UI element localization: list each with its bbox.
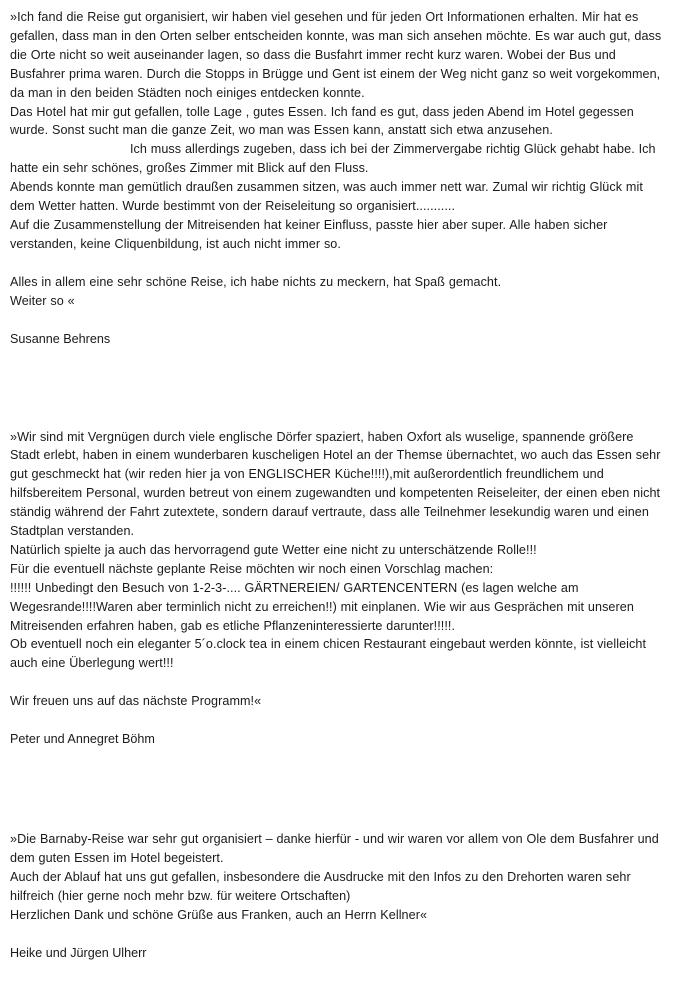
paragraph: !!!!!! Unbedingt den Besuch von 1-2-3-.... GÄRTNEREIEN/ GARTENCENTERN (es lagen welche am Wegesrande!!!!Waren aber terminlich nicht zu erreichen!!) mit einplanen. Wie wir aus Gesprächen mit unseren Mitreisenden erfahren haben, gab es etliche Pflanzeninteressierte darunter!!!!!. (10, 580, 634, 633)
paragraph: Weiter so « (10, 293, 75, 308)
signature-spacer (10, 311, 663, 330)
paragraph: Für die eventuell nächste geplante Reise möchten wir noch einen Vorschlag machen: (10, 561, 494, 576)
paragraph: Herzlichen Dank und schöne Grüße aus Franken, auch an Herrn Kellner« (10, 907, 428, 922)
signature: Peter und Annegret Böhm (10, 732, 155, 747)
testimonial-behrens (10, 8, 663, 349)
paragraph: Natürlich spielte ja auch das hervorragend gute Wetter eine nicht zu unterschätzende Rolle!!! (10, 542, 537, 557)
section-spacer (10, 409, 663, 428)
paragraph: »Die Barnaby-Reise war sehr gut organisiert – danke hierfür - und wir waren vor allem von Ole dem Busfahrer und dem guten Essen im Hotel begeistert. (10, 832, 659, 865)
signature: Heike und Jürgen Ulherr (10, 945, 147, 960)
paragraph: Alles in allem eine sehr schöne Reise, ich habe nichts zu meckern, hat Spaß gemacht. (10, 274, 502, 289)
paragraph-spacer (10, 254, 663, 273)
section-spacer (10, 349, 663, 409)
paragraph: »Ich fand die Reise gut organisiert, wir haben viel gesehen und für jeden Ort Informationen erhalten. Mir hat es gefallen, dass man in den Orten selber entscheiden konnte, was man sich ansehen möchte. Es war auch gut, dass die Orte nicht so weit auseinander lagen, so dass die Busfahrt immer recht kurz waren. Wobei der Bus und Busfahrer prima waren. Durch die Stopps in Brügge und Gent ist einem der Weg nicht ganz so weit vorgekommen, da man in den beiden Städten noch einiges entdecken konnte. (10, 10, 662, 100)
paragraph-indented (10, 140, 663, 178)
signature-spacer (10, 711, 663, 730)
signature: Susanne Behrens (10, 331, 111, 346)
paragraph-text: Ich muss allerdings zugeben, dass ich bei der Zimmervergabe richtig Glück gehabt habe. Ich hatte ein sehr schönes, großes Zimmer mit Blick auf den Fluss. (10, 142, 656, 176)
paragraph: Das Hotel hat mir gut gefallen, tolle Lage , gutes Essen. Ich fand es gut, dass jeden Abend im Hotel gegessen wurde. Sonst sucht man die ganze Zeit, wo man was Essen kann, anstatt sich etwa anzusehen. (10, 104, 634, 138)
paragraph: »Wir sind mit Vergnügen durch viele englische Dörfer spaziert, haben Oxfort als wuselige, spannende größere Stadt erlebt, haben in einem wunderbaren kuscheligen Hotel an der Themse übernachtet, wo auch das Essen sehr gut geschmeckt hat (wir reden hier ja von ENGLISCHER Küche!!!!),mit außerordentlich freundlichem und hilfsbereitem Personal, wurden betreut von einem zugewandten und kompetenten Reiseleiter, der einen eben nicht ständig während der Fahrt zutextete, sondern darauf vertraute, dass alle Teilnehmer lesekundig waren und einen Stadtplan verstanden. (10, 429, 661, 539)
paragraph: Ob eventuell noch ein eleganter 5´o.clock tea in einem chicen Restaurant eingebaut werden könnte, ist vielleicht auch eine Überlegung wert!!! (10, 637, 647, 671)
section-spacer (10, 749, 663, 811)
paragraph: Auch der Ablauf hat uns gut gefallen, insbesondere die Ausdrucke mit den Infos zu den Drehorten waren sehr hilfreich (hier gerne noch mehr bzw. für weitere Ortschaften) (10, 869, 631, 903)
signature-spacer (10, 925, 663, 944)
section-spacer (10, 811, 663, 830)
paragraph: Abends konnte man gemütlich draußen zusammen sitzen, was auch immer nett war. Zumal wir richtig Glück mit dem Wetter hatten. Wurde bestimmt von der Reiseleitung so organisiert........... (10, 180, 643, 214)
paragraph: Auf die Zusammenstellung der Mitreisenden hat keiner Einfluss, passte hier aber super. Alle haben sicher verstanden, keine Cliquenbildung, ist auch nicht immer so. (10, 217, 608, 251)
paragraph: Wir freuen uns auf das nächste Programm!« (10, 694, 262, 709)
paragraph-spacer (10, 673, 663, 692)
testimonial-boehm (10, 428, 663, 750)
testimonial-ulherr (10, 830, 663, 962)
